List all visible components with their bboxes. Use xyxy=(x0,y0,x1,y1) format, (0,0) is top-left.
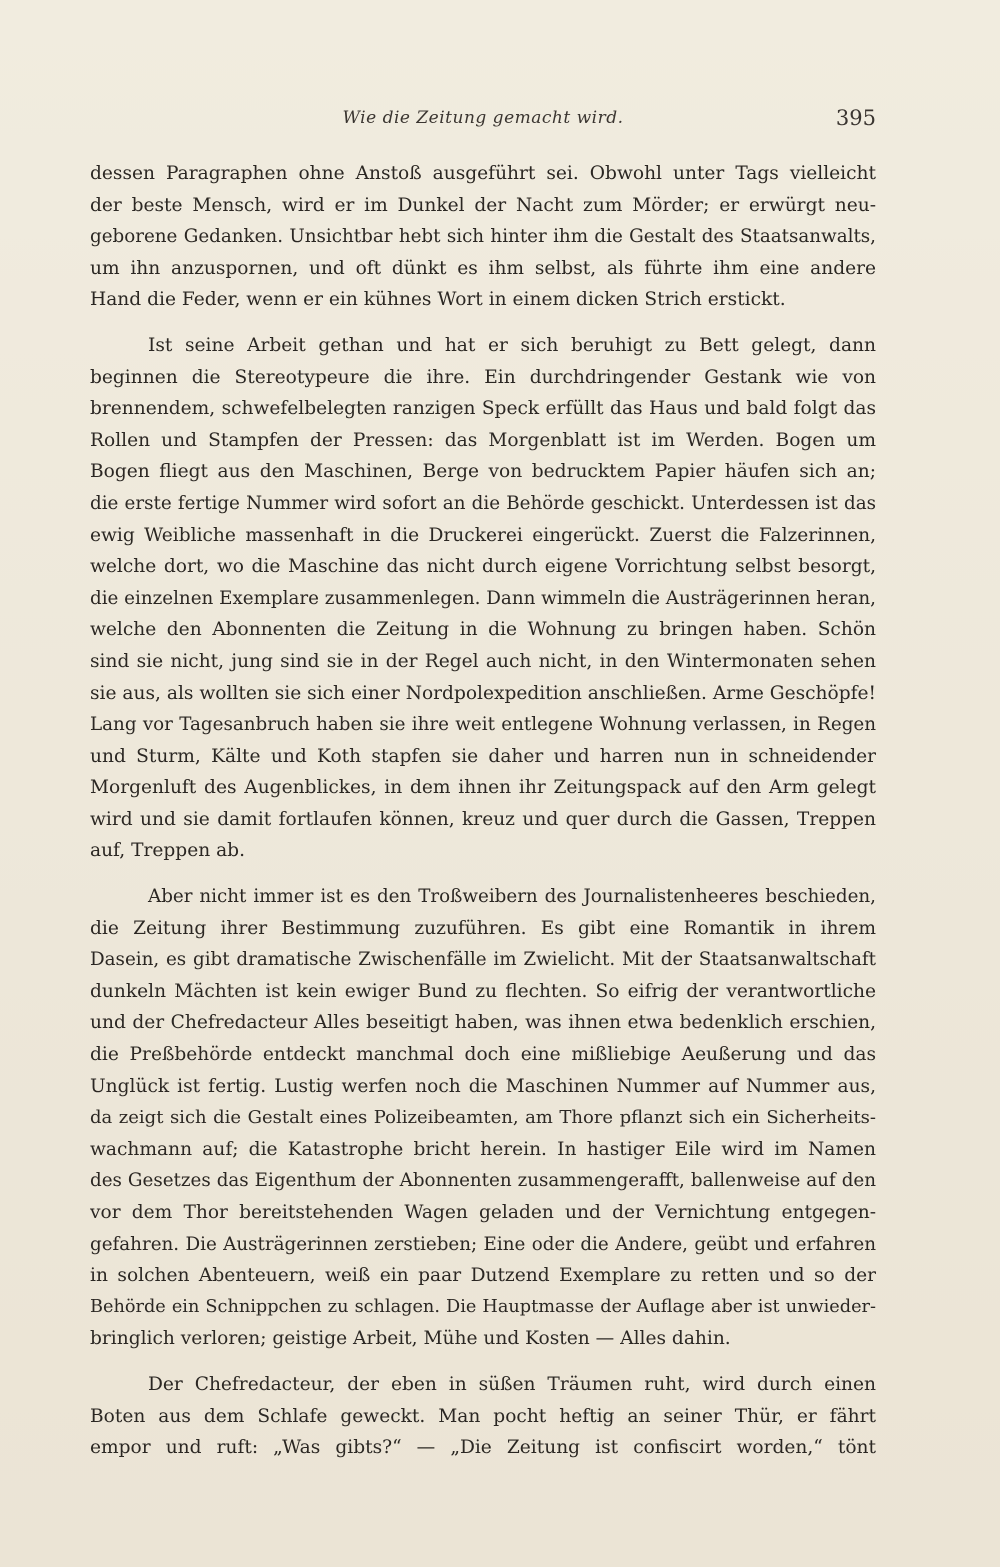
text-line: wird und sie damit fortlaufen können, kreuz und quer durch die Gassen, Treppen xyxy=(90,808,876,830)
text-line: auf, Treppen ab. xyxy=(90,840,245,862)
text-line: gefahren. Die Austrägerinnen zerstieben; Eine oder die Andere, geübt und erfahren xyxy=(90,1233,876,1255)
text-line: die einzelnen Exemplare zusammenlegen. Dann wimmeln die Austrägerinnen heran, xyxy=(90,587,876,609)
body-text xyxy=(90,158,876,1464)
text-line: welche den Abonnenten die Zeitung in die Wohnung zu bringen haben. Schön xyxy=(90,619,876,641)
text-line: empor und ruft: „Was gibts?“ — „Die Zeitung ist confiscirt worden,“ tönt xyxy=(90,1437,876,1459)
text-line: um ihn anzuspornen, und oft dünkt es ihm selbst, als führte ihm eine andere xyxy=(90,257,876,279)
text-line: Boten aus dem Schlafe geweckt. Man pocht heftig an seiner Thür, er fährt xyxy=(90,1405,876,1427)
text-line: welche dort, wo die Maschine das nicht durch eigene Vorrichtung selbst besorgt, xyxy=(90,556,876,578)
text-line: vor dem Thor bereitstehenden Wagen geladen und der Vernichtung entgegen- xyxy=(90,1202,876,1223)
text-line: Unglück ist fertig. Lustig werfen noch die Maschinen Nummer auf Nummer aus, xyxy=(90,1075,876,1097)
text-line: Aber nicht immer ist es den Troßweibern des Journalistenheeres beschieden, xyxy=(148,886,876,908)
text-line: Dasein, es gibt dramatische Zwischenfälle im Zwielicht. Mit der Staatsanwaltschaft xyxy=(90,949,876,971)
text-line: brennendem, schwefelbelegten ranzigen Speck erfüllt das Haus und bald folgt das xyxy=(90,398,876,420)
page-number: 395 xyxy=(835,106,876,130)
text-line: dessen Paragraphen ohne Anstoß ausgeführt sei. Obwohl unter Tags vielleicht xyxy=(90,163,876,184)
paragraph xyxy=(90,330,876,867)
text-line: der beste Mensch, wird er im Dunkel der Nacht zum Mörder; er erwürgt neu- xyxy=(90,194,876,216)
paragraph-gap xyxy=(90,316,876,330)
text-line: dunkeln Mächten ist kein ewiger Bund zu flechten. So eifrig der verantwortliche xyxy=(90,980,876,1002)
running-title: Wie die Zeitung gemacht wird. xyxy=(342,108,624,128)
text-line: Hand die Feder, wenn er ein kühnes Wort in einem dicken Strich erstickt. xyxy=(90,289,786,311)
text-line: Der Chefredacteur, der eben in süßen Träumen ruht, wird durch einen xyxy=(148,1373,876,1395)
text-line: Ist seine Arbeit gethan und hat er sich beruhigt zu Bett gelegt, dann xyxy=(148,334,876,356)
paragraph xyxy=(90,158,876,316)
text-line: die erste fertige Nummer wird sofort an die Behörde geschickt. Unterdessen ist das xyxy=(90,492,876,514)
paragraph-gap xyxy=(90,867,876,881)
text-line: die Preßbehörde entdeckt manchmal doch eine mißliebige Aeußerung und das xyxy=(90,1044,876,1066)
text-line: in solchen Abenteuern, weiß ein paar Dutzend Exemplare zu retten und so der xyxy=(90,1265,876,1287)
text-line: beginnen die Stereotypeure die ihre. Ein durchdringender Gestank wie von xyxy=(90,366,876,388)
text-line: Morgenluft des Augenblickes, in dem ihnen ihr Zeitungspack auf den Arm gelegt xyxy=(90,777,876,799)
text-line: sind sie nicht, jung sind sie in der Regel auch nicht, in den Wintermonaten sehen xyxy=(90,650,876,672)
text-line: und Sturm, Kälte und Koth stapfen sie daher und harren nun in schneidender xyxy=(90,745,876,767)
paragraph xyxy=(90,1369,876,1464)
text-line: wachmann auf; die Katastrophe bricht herein. In hastiger Eile wird im Namen xyxy=(90,1138,876,1160)
text-line: bringlich verloren; geistige Arbeit, Mühe und Kosten — Alles dahin. xyxy=(90,1328,731,1350)
text-line: die Zeitung ihrer Bestimmung zuzuführen. Es gibt eine Romantik in ihrem xyxy=(90,917,876,939)
text-line: ewig Weibliche massenhaft in die Druckerei eingerückt. Zuerst die Falzerinnen, xyxy=(90,524,876,546)
text-line: Lang vor Tagesanbruch haben sie ihre weit entlegene Wohnung verlassen, in Regen xyxy=(90,714,876,736)
page-header xyxy=(90,108,876,136)
paragraph-gap xyxy=(90,1355,876,1369)
text-line: des Gesetzes das Eigenthum der Abonnenten zusammengerafft, ballenweise auf den xyxy=(90,1170,876,1192)
text-line: Rollen und Stampfen der Pressen: das Morgenblatt ist im Werden. Bogen um xyxy=(90,429,876,451)
text-line: da zeigt sich die Gestalt eines Polizeibeamten, am Thore pflanzt sich ein Sicherheits- xyxy=(90,1107,876,1129)
text-line: sie aus, als wollten sie sich einer Nordpolexpedition anschließen. Arme Geschöpfe! xyxy=(90,682,876,704)
text-line: geborene Gedanken. Unsichtbar hebt sich hinter ihm die Gestalt des Staatsanwalts, xyxy=(90,226,876,248)
text-line: Behörde ein Schnippchen zu schlagen. Die Hauptmasse der Auflage aber ist unwieder- xyxy=(90,1296,876,1317)
text-line: und der Chefredacteur Alles beseitigt haben, was ihnen etwa bedenklich erschien, xyxy=(90,1012,876,1034)
paragraph xyxy=(90,881,876,1355)
text-line: Bogen fliegt aus den Maschinen, Berge von bedrucktem Papier häufen sich an; xyxy=(90,461,876,483)
